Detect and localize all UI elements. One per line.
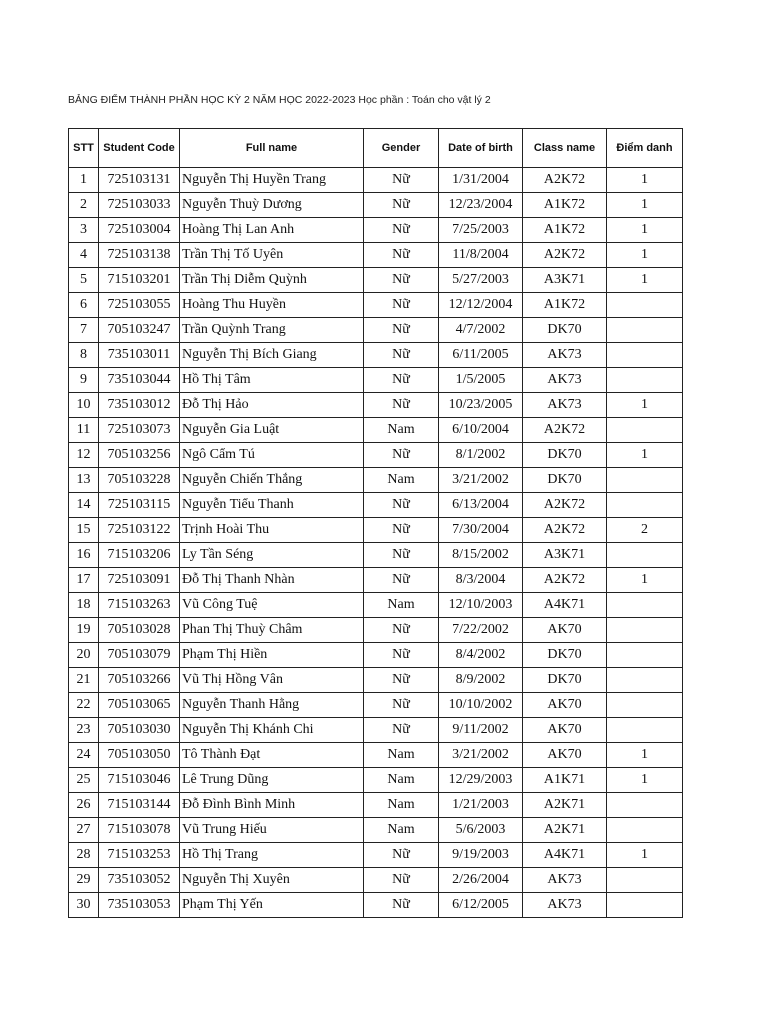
class-name-cell: A4K71 (523, 593, 607, 618)
gender-cell: Nữ (364, 293, 439, 318)
full-name-cell: Nguyễn Gia Luật (180, 418, 364, 443)
stt-cell: 30 (69, 893, 99, 918)
full-name-cell: Nguyễn Thanh Hằng (180, 693, 364, 718)
stt-cell: 23 (69, 718, 99, 743)
date-of-birth-cell: 5/6/2003 (439, 818, 523, 843)
table-row (69, 268, 683, 293)
class-name-cell: AK73 (523, 868, 607, 893)
class-name-cell: DK70 (523, 443, 607, 468)
date-of-birth-cell: 3/21/2002 (439, 743, 523, 768)
grade-table (68, 128, 683, 918)
student-code-cell: 715103263 (99, 593, 180, 618)
table-row (69, 593, 683, 618)
student-code-cell: 715103201 (99, 268, 180, 293)
student-code-cell: 725103073 (99, 418, 180, 443)
class-name-cell: A3K71 (523, 543, 607, 568)
class-name-cell: AK70 (523, 743, 607, 768)
date-of-birth-cell: 8/4/2002 (439, 643, 523, 668)
class-name-cell: A2K71 (523, 793, 607, 818)
col-header-class-name: Class name (523, 129, 607, 168)
gender-cell: Nữ (364, 393, 439, 418)
table-row (69, 343, 683, 368)
gender-cell: Nữ (364, 843, 439, 868)
full-name-cell: Hoàng Thị Lan Anh (180, 218, 364, 243)
student-code-cell: 735103044 (99, 368, 180, 393)
stt-cell: 6 (69, 293, 99, 318)
student-code-cell: 725103004 (99, 218, 180, 243)
date-of-birth-cell: 3/21/2002 (439, 468, 523, 493)
diem-danh-cell: 1 (607, 843, 683, 868)
stt-cell: 11 (69, 418, 99, 443)
full-name-cell: Hồ Thị Tâm (180, 368, 364, 393)
date-of-birth-cell: 2/26/2004 (439, 868, 523, 893)
student-code-cell: 725103122 (99, 518, 180, 543)
class-name-cell: A2K72 (523, 418, 607, 443)
gender-cell: Nam (364, 818, 439, 843)
gender-cell: Nữ (364, 893, 439, 918)
stt-cell: 21 (69, 668, 99, 693)
full-name-cell: Đỗ Đình Bình Minh (180, 793, 364, 818)
diem-danh-cell: 2 (607, 518, 683, 543)
gender-cell: Nam (364, 468, 439, 493)
table-row (69, 218, 683, 243)
full-name-cell: Trần Thị Diễm Quỳnh (180, 268, 364, 293)
table-row (69, 418, 683, 443)
gender-cell: Nữ (364, 193, 439, 218)
table-row (69, 618, 683, 643)
class-name-cell: A4K71 (523, 843, 607, 868)
date-of-birth-cell: 1/21/2003 (439, 793, 523, 818)
date-of-birth-cell: 12/23/2004 (439, 193, 523, 218)
full-name-cell: Trần Quỳnh Trang (180, 318, 364, 343)
stt-cell: 8 (69, 343, 99, 368)
date-of-birth-cell: 6/10/2004 (439, 418, 523, 443)
full-name-cell: Nguyễn Thuỳ Dương (180, 193, 364, 218)
diem-danh-cell (607, 643, 683, 668)
full-name-cell: Trần Thị Tố Uyên (180, 243, 364, 268)
full-name-cell: Đỗ Thị Hảo (180, 393, 364, 418)
student-code-cell: 715103253 (99, 843, 180, 868)
student-code-cell: 705103256 (99, 443, 180, 468)
student-code-cell: 725103131 (99, 168, 180, 193)
full-name-cell: Nguyễn Tiểu Thanh (180, 493, 364, 518)
full-name-cell: Vũ Công Tuệ (180, 593, 364, 618)
date-of-birth-cell: 7/25/2003 (439, 218, 523, 243)
stt-cell: 7 (69, 318, 99, 343)
class-name-cell: A3K71 (523, 268, 607, 293)
diem-danh-cell: 1 (607, 768, 683, 793)
table-row (69, 368, 683, 393)
student-code-cell: 705103079 (99, 643, 180, 668)
class-name-cell: DK70 (523, 643, 607, 668)
date-of-birth-cell: 6/13/2004 (439, 493, 523, 518)
student-code-cell: 705103247 (99, 318, 180, 343)
class-name-cell: A2K72 (523, 568, 607, 593)
diem-danh-cell (607, 418, 683, 443)
gender-cell: Nữ (364, 518, 439, 543)
full-name-cell: Hoàng Thu Huyền (180, 293, 364, 318)
class-name-cell: AK73 (523, 393, 607, 418)
stt-cell: 4 (69, 243, 99, 268)
date-of-birth-cell: 1/31/2004 (439, 168, 523, 193)
stt-cell: 13 (69, 468, 99, 493)
diem-danh-cell: 1 (607, 218, 683, 243)
table-row (69, 568, 683, 593)
table-row (69, 468, 683, 493)
gender-cell: Nữ (364, 168, 439, 193)
gender-cell: Nữ (364, 693, 439, 718)
stt-cell: 16 (69, 543, 99, 568)
stt-cell: 3 (69, 218, 99, 243)
gender-cell: Nữ (364, 668, 439, 693)
class-name-cell: DK70 (523, 668, 607, 693)
student-code-cell: 735103053 (99, 893, 180, 918)
student-code-cell: 715103144 (99, 793, 180, 818)
diem-danh-cell (607, 693, 683, 718)
stt-cell: 10 (69, 393, 99, 418)
diem-danh-cell (607, 368, 683, 393)
full-name-cell: Nguyễn Thị Bích Giang (180, 343, 364, 368)
diem-danh-cell (607, 543, 683, 568)
gender-cell: Nữ (364, 493, 439, 518)
class-name-cell: AK73 (523, 368, 607, 393)
full-name-cell: Nguyễn Thị Xuyên (180, 868, 364, 893)
diem-danh-cell (607, 718, 683, 743)
date-of-birth-cell: 8/9/2002 (439, 668, 523, 693)
student-code-cell: 715103078 (99, 818, 180, 843)
class-name-cell: AK70 (523, 718, 607, 743)
col-header-date-of-birth: Date of birth (439, 129, 523, 168)
stt-cell: 19 (69, 618, 99, 643)
stt-cell: 27 (69, 818, 99, 843)
class-name-cell: A1K71 (523, 768, 607, 793)
stt-cell: 25 (69, 768, 99, 793)
stt-cell: 17 (69, 568, 99, 593)
date-of-birth-cell: 8/15/2002 (439, 543, 523, 568)
diem-danh-cell: 1 (607, 743, 683, 768)
gender-cell: Nữ (364, 318, 439, 343)
class-name-cell: A2K72 (523, 493, 607, 518)
gender-cell: Nữ (364, 618, 439, 643)
gender-cell: Nữ (364, 868, 439, 893)
table-row (69, 743, 683, 768)
student-code-cell: 715103206 (99, 543, 180, 568)
class-name-cell: DK70 (523, 468, 607, 493)
full-name-cell: Vũ Thị Hồng Vân (180, 668, 364, 693)
date-of-birth-cell: 9/19/2003 (439, 843, 523, 868)
date-of-birth-cell: 11/8/2004 (439, 243, 523, 268)
diem-danh-cell (607, 468, 683, 493)
stt-cell: 14 (69, 493, 99, 518)
stt-cell: 20 (69, 643, 99, 668)
diem-danh-cell: 1 (607, 193, 683, 218)
full-name-cell: Trịnh Hoài Thu (180, 518, 364, 543)
student-code-cell: 715103046 (99, 768, 180, 793)
student-code-cell: 705103228 (99, 468, 180, 493)
header-row (69, 129, 683, 168)
stt-cell: 12 (69, 443, 99, 468)
date-of-birth-cell: 7/22/2002 (439, 618, 523, 643)
date-of-birth-cell: 9/11/2002 (439, 718, 523, 743)
diem-danh-cell: 1 (607, 268, 683, 293)
student-code-cell: 735103052 (99, 868, 180, 893)
full-name-cell: Phạm Thị Yến (180, 893, 364, 918)
student-code-cell: 725103115 (99, 493, 180, 518)
stt-cell: 18 (69, 593, 99, 618)
class-name-cell: AK70 (523, 618, 607, 643)
date-of-birth-cell: 12/10/2003 (439, 593, 523, 618)
col-header-diem-danh: Điểm danh (607, 129, 683, 168)
table-row (69, 668, 683, 693)
diem-danh-cell: 1 (607, 443, 683, 468)
diem-danh-cell: 1 (607, 243, 683, 268)
gender-cell: Nữ (364, 343, 439, 368)
date-of-birth-cell: 10/23/2005 (439, 393, 523, 418)
table-row (69, 293, 683, 318)
stt-cell: 22 (69, 693, 99, 718)
gender-cell: Nữ (364, 643, 439, 668)
diem-danh-cell (607, 343, 683, 368)
table-row (69, 318, 683, 343)
col-header-gender: Gender (364, 129, 439, 168)
class-name-cell: A1K72 (523, 293, 607, 318)
col-header-full-name: Full name (180, 129, 364, 168)
diem-danh-cell (607, 493, 683, 518)
gender-cell: Nữ (364, 243, 439, 268)
class-name-cell: A1K72 (523, 218, 607, 243)
student-code-cell: 725103055 (99, 293, 180, 318)
student-code-cell: 725103091 (99, 568, 180, 593)
table-row (69, 168, 683, 193)
date-of-birth-cell: 10/10/2002 (439, 693, 523, 718)
full-name-cell: Tô Thành Đạt (180, 743, 364, 768)
class-name-cell: AK73 (523, 343, 607, 368)
gender-cell: Nữ (364, 443, 439, 468)
diem-danh-cell (607, 593, 683, 618)
full-name-cell: Ly Tần Séng (180, 543, 364, 568)
date-of-birth-cell: 12/12/2004 (439, 293, 523, 318)
table-row (69, 493, 683, 518)
date-of-birth-cell: 6/12/2005 (439, 893, 523, 918)
student-code-cell: 705103030 (99, 718, 180, 743)
date-of-birth-cell: 4/7/2002 (439, 318, 523, 343)
stt-cell: 1 (69, 168, 99, 193)
col-header-student-code: Student Code (99, 129, 180, 168)
full-name-cell: Ngô Cẩm Tú (180, 443, 364, 468)
stt-cell: 29 (69, 868, 99, 893)
gender-cell: Nam (364, 743, 439, 768)
date-of-birth-cell: 6/11/2005 (439, 343, 523, 368)
table-row (69, 643, 683, 668)
full-name-cell: Nguyễn Thị Huyền Trang (180, 168, 364, 193)
diem-danh-cell (607, 793, 683, 818)
table-row (69, 818, 683, 843)
full-name-cell: Lê Trung Dũng (180, 768, 364, 793)
table-row (69, 193, 683, 218)
table-row (69, 393, 683, 418)
table-row (69, 543, 683, 568)
diem-danh-cell (607, 293, 683, 318)
diem-danh-cell (607, 668, 683, 693)
gender-cell: Nữ (364, 268, 439, 293)
diem-danh-cell: 1 (607, 393, 683, 418)
diem-danh-cell (607, 868, 683, 893)
table-row (69, 843, 683, 868)
full-name-cell: Phan Thị Thuỳ Châm (180, 618, 364, 643)
student-code-cell: 705103266 (99, 668, 180, 693)
student-code-cell: 735103011 (99, 343, 180, 368)
class-name-cell: A2K72 (523, 243, 607, 268)
table-row (69, 518, 683, 543)
stt-cell: 24 (69, 743, 99, 768)
stt-cell: 26 (69, 793, 99, 818)
gender-cell: Nam (364, 593, 439, 618)
gender-cell: Nữ (364, 368, 439, 393)
diem-danh-cell (607, 618, 683, 643)
student-code-cell: 725103138 (99, 243, 180, 268)
gender-cell: Nam (364, 793, 439, 818)
diem-danh-cell: 1 (607, 168, 683, 193)
table-row (69, 893, 683, 918)
col-header-stt: STT (69, 129, 99, 168)
table-row (69, 718, 683, 743)
date-of-birth-cell: 8/3/2004 (439, 568, 523, 593)
gender-cell: Nam (364, 768, 439, 793)
diem-danh-cell (607, 818, 683, 843)
table-row (69, 768, 683, 793)
student-code-cell: 735103012 (99, 393, 180, 418)
diem-danh-cell (607, 318, 683, 343)
stt-cell: 2 (69, 193, 99, 218)
table-row (69, 793, 683, 818)
class-name-cell: A2K72 (523, 168, 607, 193)
table-row (69, 443, 683, 468)
date-of-birth-cell: 5/27/2003 (439, 268, 523, 293)
full-name-cell: Nguyễn Thị Khánh Chi (180, 718, 364, 743)
full-name-cell: Đỗ Thị Thanh Nhàn (180, 568, 364, 593)
gender-cell: Nam (364, 418, 439, 443)
gender-cell: Nữ (364, 568, 439, 593)
full-name-cell: Hồ Thị Trang (180, 843, 364, 868)
student-code-cell: 725103033 (99, 193, 180, 218)
date-of-birth-cell: 1/5/2005 (439, 368, 523, 393)
full-name-cell: Nguyễn Chiến Thắng (180, 468, 364, 493)
gender-cell: Nữ (364, 718, 439, 743)
stt-cell: 9 (69, 368, 99, 393)
class-name-cell: AK73 (523, 893, 607, 918)
student-code-cell: 705103028 (99, 618, 180, 643)
class-name-cell: A1K72 (523, 193, 607, 218)
student-code-cell: 705103065 (99, 693, 180, 718)
class-name-cell: A2K72 (523, 518, 607, 543)
class-name-cell: AK70 (523, 693, 607, 718)
diem-danh-cell: 1 (607, 568, 683, 593)
table-row (69, 868, 683, 893)
page-title: BẢNG ĐIỂM THÀNH PHẦN HỌC KỲ 2 NĂM HỌC 2022-2023 Học phần : Toán cho vật lý 2 (68, 94, 491, 106)
stt-cell: 28 (69, 843, 99, 868)
gender-cell: Nữ (364, 218, 439, 243)
date-of-birth-cell: 12/29/2003 (439, 768, 523, 793)
student-code-cell: 705103050 (99, 743, 180, 768)
class-name-cell: A2K71 (523, 818, 607, 843)
class-name-cell: DK70 (523, 318, 607, 343)
date-of-birth-cell: 7/30/2004 (439, 518, 523, 543)
stt-cell: 15 (69, 518, 99, 543)
table-row (69, 693, 683, 718)
stt-cell: 5 (69, 268, 99, 293)
gender-cell: Nữ (364, 543, 439, 568)
diem-danh-cell (607, 893, 683, 918)
date-of-birth-cell: 8/1/2002 (439, 443, 523, 468)
table-row (69, 243, 683, 268)
full-name-cell: Vũ Trung Hiếu (180, 818, 364, 843)
full-name-cell: Phạm Thị Hiền (180, 643, 364, 668)
